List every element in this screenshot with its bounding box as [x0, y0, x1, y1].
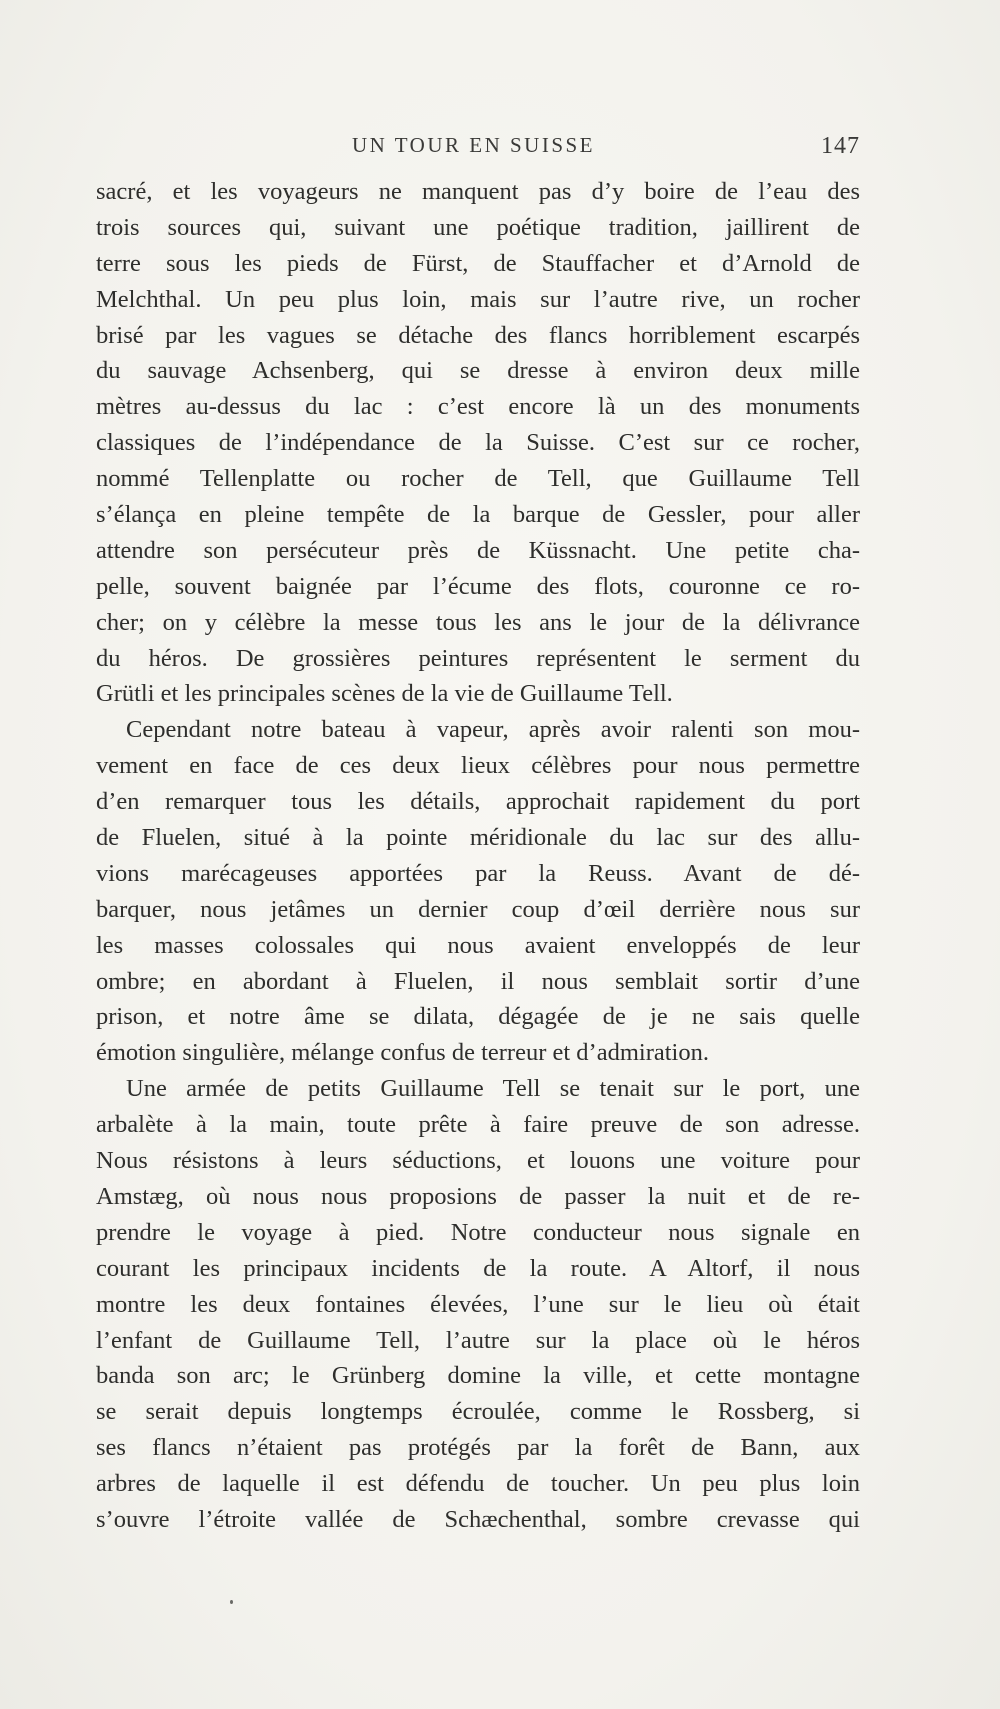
text-line: vement en face de ces deux lieux célèbres pour nous permettre: [96, 752, 860, 780]
text-line: attendre son persécuteur près de Küssnacht. Une petite cha-: [96, 536, 860, 564]
text-line: classiques de l’indépendance de la Suisse. C’est sur ce rocher,: [96, 429, 860, 457]
text-line: arbalète à la main, toute prête à faire preuve de son adresse.: [96, 1111, 860, 1139]
text-line: cher; on y célèbre la messe tous les ans le jour de la délivrance: [96, 608, 860, 636]
text-line: terre sous les pieds de Fürst, de Stauffacher et d’Arnold de: [96, 249, 860, 277]
ink-speck: [230, 1600, 233, 1604]
text-line: barquer, nous jetâmes un dernier coup d’œil derrière nous sur: [96, 895, 860, 923]
text-line: de Fluelen, situé à la pointe méridionale du lac sur des allu-: [96, 824, 860, 852]
text-line: nommé Tellenplatte ou rocher de Tell, que Guillaume Tell: [96, 465, 860, 493]
text-line: courant les principaux incidents de la route. A Altorf, il nous: [96, 1254, 860, 1282]
text-line: prendre le voyage à pied. Notre conducteur nous signale en: [96, 1218, 860, 1246]
text-line: les masses colossales qui nous avaient enveloppés de leur: [96, 931, 860, 959]
text-line: mètres au-dessus du lac : c’est encore là un des monuments: [96, 393, 860, 421]
text-line: montre les deux fontaines élevées, l’une sur le lieu où était: [96, 1290, 860, 1318]
text-line: Melchthal. Un peu plus loin, mais sur l’autre rive, un rocher: [96, 285, 860, 313]
text-line: se serait depuis longtemps écroulée, comme le Rossberg, si: [96, 1398, 860, 1426]
page-number: 147: [821, 133, 860, 159]
text-line: du sauvage Achsenberg, qui se dresse à environ deux mille: [96, 357, 860, 385]
text-line: s’ouvre l’étroite vallée de Schæchenthal, sombre crevasse qui: [96, 1505, 860, 1533]
text-line: Nous résistons à leurs séductions, et louons une voiture pour: [96, 1147, 860, 1175]
text-line: Amstæg, où nous nous proposions de passer la nuit et de re-: [96, 1182, 860, 1210]
text-line: émotion singulière, mélange confus de terreur et d’admiration.: [96, 1039, 709, 1067]
text-line: ombre; en abordant à Fluelen, il nous semblait sortir d’une: [96, 967, 860, 995]
text-line: d’en remarquer tous les détails, approchait rapidement du port: [96, 788, 860, 816]
text-line: Cependant notre bateau à vapeur, après avoir ralenti son mou-: [126, 716, 860, 744]
text-line: brisé par les vagues se détache des flancs horriblement escarpés: [96, 321, 860, 349]
text-line: Grütli et les principales scènes de la vie de Guillaume Tell.: [96, 680, 673, 708]
text-line: s’élança en pleine tempête de la barque de Gessler, pour aller: [96, 501, 860, 529]
text-line: prison, et notre âme se dilata, dégagée de je ne sais quelle: [96, 1003, 860, 1031]
body-text: [96, 174, 860, 1538]
page-header: [96, 133, 860, 163]
text-line: pelle, souvent baignée par l’écume des flots, couronne ce ro-: [96, 572, 860, 600]
text-line: sacré, et les voyageurs ne manquent pas d’y boire de l’eau des: [96, 178, 860, 205]
text-line: Une armée de petits Guillaume Tell se tenait sur le port, une: [126, 1075, 860, 1103]
text-line: banda son arc; le Grünberg domine la ville, et cette montagne: [96, 1362, 860, 1390]
text-line: l’enfant de Guillaume Tell, l’autre sur la place où le héros: [96, 1326, 860, 1354]
text-line: du héros. De grossières peintures représentent le serment du: [96, 644, 860, 672]
text-line: vions marécageuses apportées par la Reuss. Avant de dé-: [96, 859, 860, 887]
text-line: ses flancs n’étaient pas protégés par la forêt de Bann, aux: [96, 1434, 860, 1462]
text-line: arbres de laquelle il est défendu de toucher. Un peu plus loin: [96, 1470, 860, 1498]
running-title: UN TOUR EN SUISSE: [352, 133, 596, 157]
text-line: trois sources qui, suivant une poétique tradition, jaillirent de: [96, 213, 860, 241]
